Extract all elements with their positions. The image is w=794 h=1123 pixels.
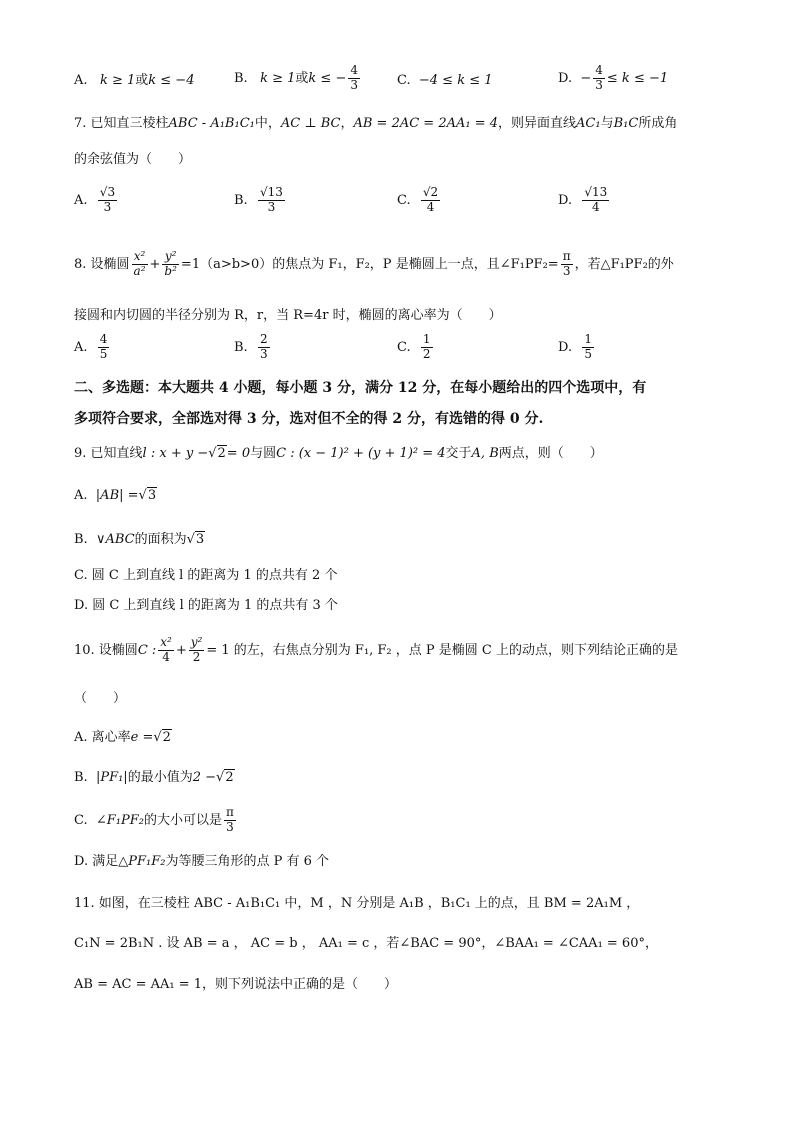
q6-option-c: C. −4 ≤ k ≤ 1: [397, 73, 493, 88]
q8-option-a: A. $\frac{4}{5}$: [74, 332, 108, 361]
q8-stem-line1: 8. 设椭圆 $\frac{\text{x²}}{\text{a²}}$ + $\frac{\text{y²}}{\text{b²}}$ =1（a>b>0）的焦点为 F₁，F₂，P 是椭圆上一点，且∠F₁PF₂= $\frac{\pi}{3}$ ，若△F₁PF₂的外: [74, 249, 674, 278]
q9-option-a: A. |AB| =√3: [74, 488, 157, 503]
q10-option-d: D. 满足△PF₁F₂为等腰三角形的点 P 有 6 个: [74, 854, 330, 869]
q10-option-c: C. ∠F₁PF₂的大小可以是 $\frac{\pi}{3}$: [74, 805, 234, 834]
q9-stem: 9. 已知直线l : x + y −√2= 0与圆C : (x − 1)² + (y + 1)² = 4交于A, B两点，则（ ）: [74, 446, 603, 461]
q11-stem-line2: C₁N = 2B₁N . 设 AB = a ， AC = b ， AA₁ = c ，若∠BAC = 90°，∠BAA₁ = ∠CAA₁ = 60°，: [74, 936, 658, 951]
q11-stem-line3: AB = AC = AA₁ = 1，则下列说法中正确的是（ ）: [74, 977, 398, 992]
q6-option-a: A. k ≥ 1或k ≤ −4: [74, 73, 195, 88]
q10-option-b: B. |PF₁|的最小值为2 −√2: [74, 770, 234, 785]
q9-option-b: B. ∨ABC的面积为√3: [74, 532, 205, 547]
section2-heading-line2: 多项符合要求，全部选对得 3 分，选对但不全的得 2 分，有选错的得 0 分.: [74, 411, 544, 427]
q10-stem-line2: （ ）: [74, 691, 127, 706]
q9-option-c: C. 圆 C 上到直线 l 的距离为 1 的点共有 2 个: [74, 568, 338, 583]
q11-stem-line1: 11. 如图，在三棱柱 ABC - A₁B₁C₁ 中，M ，N 分别是 A₁B ，B₁C₁ 上的点，且 BM = 2A₁M ，: [74, 896, 640, 911]
q9-option-d: D. 圆 C 上到直线 l 的距离为 1 的点共有 3 个: [74, 598, 338, 613]
q8-option-d: D. $\frac{1}{5}$: [558, 332, 592, 361]
q8-option-c: C. $\frac{1}{2}$: [397, 332, 431, 361]
q8-option-b: B. $\frac{2}{3}$: [234, 332, 268, 361]
q6-option-b: B. k ≥ 1或k ≤ − $\frac{4}{3}$: [234, 63, 358, 92]
q7-option-b: B. $\frac{√13}{3}$: [234, 185, 283, 214]
q7-option-c: C. $\frac{√2}{4}$: [397, 185, 439, 214]
q10-option-a: A. 离心率e =√2: [74, 730, 171, 745]
section2-heading-line1: 二、多选题：本大题共 4 小题，每小题 3 分，满分 12 分，在每小题给出的四个选项中，有: [74, 380, 647, 396]
q7-stem-line1: 7. 已知直三棱柱ABC - A₁B₁C₁中，AC ⊥ BC，AB = 2AC = 2AA₁ = 4，则异面直线AC₁与B₁C所成角: [74, 116, 678, 131]
q7-option-a: A. $\frac{√3}{3}$: [74, 185, 116, 214]
q8-stem-line2: 接圆和内切圆的半径分别为 R，r，当 R=4r 时，椭圆的离心率为（ ）: [74, 308, 502, 323]
q7-option-d: D. $\frac{√13}{4}$: [558, 185, 608, 214]
q6-option-d: D. − $\frac{4}{3}$ ≤ k ≤ −1: [558, 63, 669, 92]
q7-stem-line2: 的余弦值为（ ）: [74, 152, 192, 167]
q10-stem-line1: 10. 设椭圆C : $\frac{\text{x²}}{4}$ + $\frac{\text{y²}}{2}$ = 1 的左，右焦点分别为 F₁, F₂ ，点 P 是椭圆 C 上的动点，则下列结论正确的是: [74, 635, 679, 664]
